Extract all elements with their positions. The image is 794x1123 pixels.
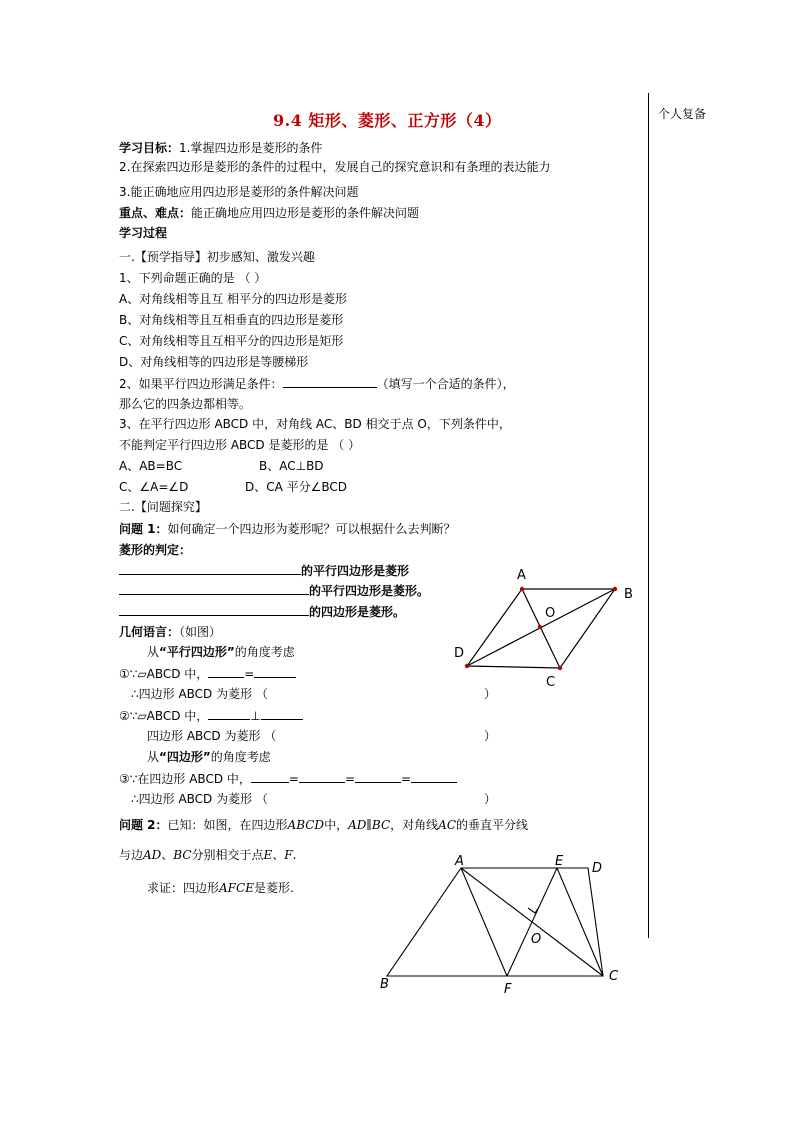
- objectives-label: 学习目标：: [119, 141, 180, 155]
- geo-language: [119, 624, 221, 640]
- s1-blank-a[interactable]: [208, 665, 244, 678]
- view1-pre: 从: [147, 645, 160, 659]
- label-c: C: [546, 675, 556, 690]
- geo-note: （如图）: [179, 625, 222, 639]
- label-b: B: [380, 977, 389, 992]
- point-d: [465, 664, 469, 668]
- label-o: O: [545, 606, 556, 621]
- criterion-1-blank[interactable]: [119, 562, 301, 575]
- p2-f: AC: [438, 818, 457, 832]
- p2l2-b: AD、BC: [143, 848, 192, 862]
- point-b: [613, 587, 617, 591]
- q2-blank[interactable]: [283, 375, 377, 388]
- page-title: 9.4 矩形、菱形、正方形（4）: [273, 111, 502, 130]
- p2-c: 中，: [324, 818, 349, 832]
- section1-heading: 一.【预学指导】初步感知、激发兴趣: [119, 250, 315, 264]
- label-d: D: [454, 646, 465, 661]
- point-a: [520, 587, 524, 591]
- question-3-line2: 不能判定平行四边形 ABCD 是菱形的是 （ ）: [119, 438, 361, 452]
- s3-pre: ③∵在四边形 ABCD 中，: [119, 772, 251, 786]
- conclusion-3-close: ）: [484, 792, 497, 806]
- q3-option-d: D、CA 平分∠BCD: [245, 480, 348, 494]
- criterion-2-blank[interactable]: [119, 582, 309, 595]
- statement-1: [119, 665, 296, 682]
- s1-blank-b[interactable]: [254, 665, 296, 678]
- question-1: 1、下列命题正确的是 （ ）: [119, 271, 267, 285]
- process-label: 学习过程: [119, 226, 168, 240]
- s2-blank-b[interactable]: [261, 707, 303, 720]
- s3-blank-d[interactable]: [411, 770, 457, 783]
- conclusion-1-close: ）: [484, 687, 497, 701]
- q2-suffix: （填写一个合适的条件），: [376, 377, 515, 391]
- margin-divider: [648, 93, 649, 938]
- label-o: O: [531, 932, 542, 947]
- q2-prefix: 2、如果平行四边形满足条件：: [119, 377, 283, 391]
- q3-option-b: B、AC⊥BD: [259, 459, 324, 473]
- segment-af: [461, 868, 507, 976]
- s2-pre: ②∵▱ABCD 中，: [119, 709, 209, 723]
- criterion-1-text: 的平行四边形是菱形: [301, 564, 410, 578]
- label-a: A: [517, 568, 526, 583]
- p2-d: AD∥BC: [348, 818, 391, 832]
- objective-1: 1.掌握四边形是菱形的条件: [179, 141, 323, 155]
- problem-2-line2: [119, 847, 296, 863]
- q1-option-a: A、对角线相等且互 相平分的四边形是菱形: [119, 292, 348, 306]
- p2-g: 的垂直平分线: [456, 818, 529, 832]
- s2-blank-a[interactable]: [208, 707, 250, 720]
- problem-1: [119, 521, 456, 537]
- label-d: D: [592, 861, 603, 876]
- view2-bold: “四边形”: [159, 750, 211, 764]
- criterion-3: [119, 603, 405, 620]
- prove-a: 求证：四边形: [147, 881, 220, 895]
- q1-option-c: C、对角线相等且互相平分的四边形是矩形: [119, 334, 344, 348]
- trapezoid-figure: [370, 850, 640, 1000]
- prove-statement: [147, 880, 294, 896]
- label-c: C: [609, 969, 619, 984]
- view1-bold: “平行四边形”: [159, 645, 235, 659]
- conclusion-1: ∴四边形 ABCD 为菱形 （: [131, 687, 268, 701]
- problem1-label: 问题 1：: [119, 522, 168, 536]
- q3-option-a: A、AB=BC: [119, 459, 183, 473]
- s3-eq-2: =: [344, 772, 355, 786]
- problem2-label: 问题 2：: [119, 818, 168, 832]
- s3-eq-1: =: [288, 772, 299, 786]
- prove-b: AFCE: [219, 881, 254, 895]
- criterion-3-blank[interactable]: [119, 603, 309, 616]
- s3-blank-a[interactable]: [251, 770, 289, 783]
- s2-mid: ⊥: [250, 709, 261, 723]
- label-a: A: [455, 854, 464, 869]
- problem1-text: 如何确定一个四边形为菱形呢？可以根据什么去判断？: [167, 522, 456, 536]
- objective-2: 2.在探索四边形是菱形的条件的过程中，发展自己的探究意识和有条理的表达能力: [119, 160, 551, 174]
- s3-eq-3: =: [401, 772, 412, 786]
- criterion-2: [119, 582, 429, 599]
- prove-c: 是菱形.: [253, 881, 294, 895]
- s1-mid: =: [244, 667, 255, 681]
- objective-3: 3.能正确地应用四边形是菱形的条件解决问题: [119, 185, 359, 199]
- rhombus-figure: [440, 560, 650, 700]
- statement-3: [119, 770, 457, 787]
- p2l2-d: E、F: [263, 848, 293, 862]
- sidebar-label: 个人复备: [658, 107, 707, 121]
- p2-a: 已知：如图，在四边形: [167, 818, 288, 832]
- p2l2-a: 与边: [119, 848, 144, 862]
- statement-2: [119, 707, 303, 724]
- p2l2-e: .: [292, 848, 297, 862]
- p2l2-c: 分别相交于点: [191, 848, 264, 862]
- point-c: [558, 666, 562, 670]
- keypoints-line: [119, 205, 419, 221]
- s3-blank-b[interactable]: [299, 770, 345, 783]
- criterion-1: [119, 562, 409, 579]
- right-angle-mark: [528, 907, 539, 913]
- label-f: F: [504, 982, 512, 997]
- q3-option-c: C、∠A=∠D: [119, 480, 189, 494]
- label-b: B: [624, 587, 633, 602]
- p2-e: ，对角线: [390, 818, 439, 832]
- geo-label: 几何语言：: [119, 625, 180, 639]
- conclusion-2: 四边形 ABCD 为菱形 （: [147, 729, 277, 743]
- section2-heading: 二.【问题探究】: [119, 500, 207, 514]
- criteria-label: 菱形的判定：: [119, 543, 192, 557]
- q2-line2: 那么它的四条边都相等。: [119, 397, 252, 411]
- question-2: [119, 375, 515, 392]
- s3-blank-c[interactable]: [355, 770, 401, 783]
- view-parallelogram: [147, 644, 295, 660]
- point-o: [538, 625, 542, 629]
- trapezoid-abcd: [387, 868, 603, 976]
- view2-post: 的角度考虑: [210, 750, 271, 764]
- q1-option-b: B、对角线相等且互相垂直的四边形是菱形: [119, 313, 344, 327]
- view-quadrilateral: [147, 749, 271, 765]
- keypoints-text: 能正确地应用四边形是菱形的条件解决问题: [191, 206, 420, 220]
- problem-2: [119, 817, 528, 833]
- criterion-3-text: 的四边形是菱形。: [309, 605, 406, 619]
- conclusion-2-close: ）: [484, 729, 497, 743]
- p2-b: ABCD: [287, 818, 325, 832]
- segment-ef: [507, 868, 557, 976]
- view1-post: 的角度考虑: [234, 645, 295, 659]
- label-e: E: [555, 854, 564, 869]
- s1-pre: ①∵▱ABCD 中，: [119, 667, 209, 681]
- criterion-2-text: 的平行四边形是菱形。: [309, 584, 430, 598]
- question-3-line1: 3、在平行四边形 ABCD 中，对角线 AC、BD 相交于点 O，下列条件中，: [119, 417, 511, 431]
- objectives-line1: [119, 140, 322, 156]
- view2-pre: 从: [147, 750, 160, 764]
- keypoints-label: 重点、难点：: [119, 206, 192, 220]
- segment-ec: [557, 868, 603, 976]
- conclusion-3: ∴四边形 ABCD 为菱形 （: [131, 792, 268, 806]
- q1-option-d: D、对角线相等的四边形是等腰梯形: [119, 355, 309, 369]
